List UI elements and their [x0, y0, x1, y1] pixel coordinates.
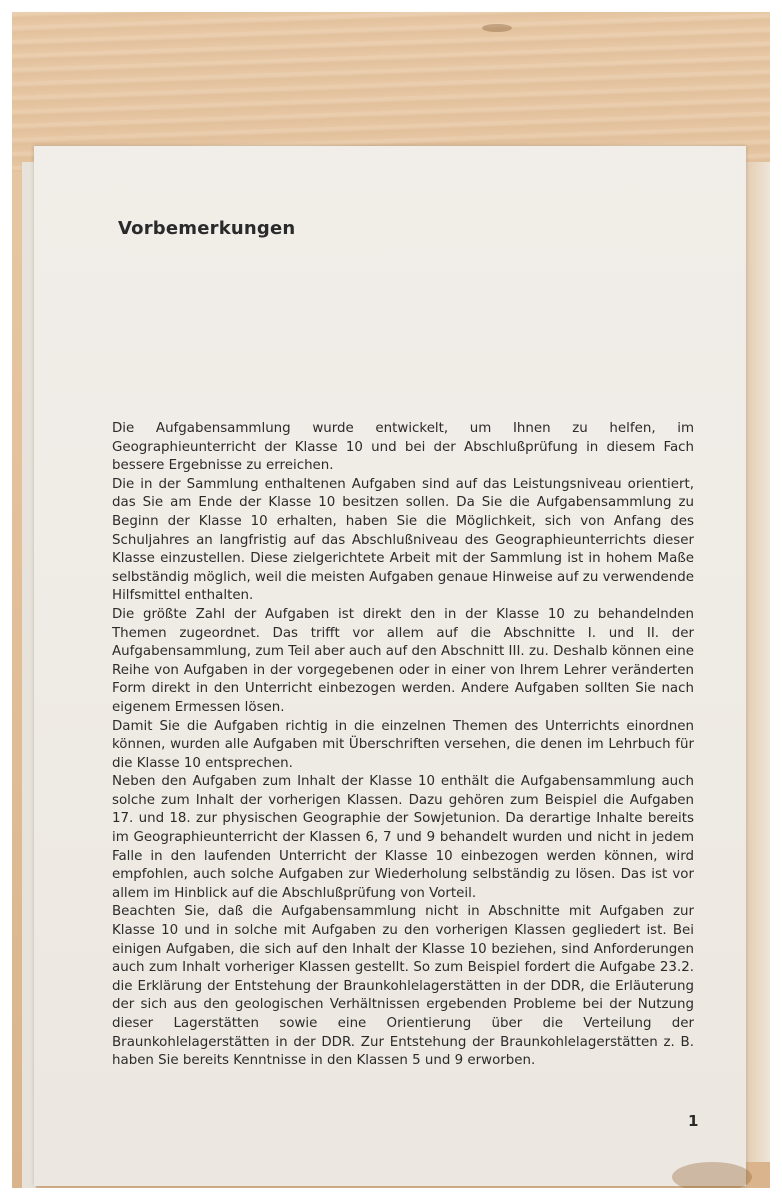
page-number: 1: [688, 1112, 699, 1130]
paragraph-4: Damit Sie die Aufgaben richtig in die einzelnen Themen des Unterrichts einordnen können, wurden alle Aufgaben mit Überschriften versehen, die denen im Lehrbuch für die Klasse 10 entsprechen.: [112, 718, 694, 771]
paragraph-6: Beachten Sie, daß die Aufgabensammlung nicht in Abschnitte mit Aufgaben zur Klasse 10 und in solche mit Aufgaben zu den vorherigen Klassen gegliedert ist. Bei einigen Aufgaben, die sich auf den Inhalt der Klasse 10 beziehen, sind Anforderungen auch zum Inhalt vorheriger Klassen gestellt. So zum Beispiel fordert die Aufgabe 23.2. die Erklärung der Entstehung der Braunkohlelagerstätten in der DDR, die Erläuterung der sich aus den geologischen Verhältnissen ergebenden Probleme bei der Nutzung dieser Lagerstätten sowie eine Orientierung über die Verteilung der Braunkohlelagerstätten in der DDR. Zur Entstehung der Braunkohlelagerstätten z. B. haben Sie bereits Kenntnisse in den Klassen 5 und 9 erworben.: [112, 904, 694, 1069]
paragraph-1: Die Aufgabensammlung wurde entwickelt, um Ihnen zu helfen, im Geographieunterricht der Klasse 10 und bei der Abschlußprüfung in diesem Fach bessere Ergebnisse zu erreichen.: [112, 421, 694, 474]
wood-stain: [672, 1162, 752, 1188]
paragraph-5: Neben den Aufgaben zum Inhalt der Klasse 10 enthält die Aufgabensammlung auch solche zum Inhalt der vorherigen Klassen. Dazu gehören zum Beispiel die Aufgaben 17. und 18. zur physischen Geographie der Sowjetunion. Da derartige Inhalte bereits im Geographieunterricht der Klassen 6, 7 und 9 behandelt wurden und nicht in jedem Falle in den laufenden Unterricht der Klasse 10 einbezogen werden können, wird empfohlen, auch solche Aufgaben zur Wiederholung selbständig zu lösen. Das ist vor allem im Hinblick auf die Abschlußprüfung von Vorteil.: [112, 774, 694, 901]
paragraph-2: Die in der Sammlung enthaltenen Aufgaben sind auf das Leistungsniveau orientiert, das Sie am Ende der Klasse 10 besitzen sollen. Da Sie die Aufgabensammlung zu Beginn der Klasse 10 erhalten, haben Sie die Möglichkeit, sich von Anfang des Schuljahres an langfristig auf das Abschlußniveau des Geographieunterrichts dieser Klasse einzustellen. Diese zielgerichtete Arbeit mit der Sammlung ist in hohem Maße selbständig möglich, weil die meisten Aufgaben genaue Hinweise auf zu verwendende Hilfsmittel enthalten.: [112, 476, 694, 604]
body-text: [112, 420, 694, 1071]
page-heading: Vorbemerkungen: [118, 218, 296, 239]
wood-knot: [482, 24, 512, 32]
photo-background: [12, 12, 770, 1188]
paragraph-3: Die größte Zahl der Aufgaben ist direkt den in der Klasse 10 zu behandelnden Themen zugeordnet. Das trifft vor allem auf die Abschnitte I. und II. der Aufgabensammlung, zum Teil aber auch auf den Abschnitt III. zu. Deshalb können eine Reihe von Aufgaben in der vorgegebenen oder in einer von Ihrem Lehrer veränderten Form direkt in den Unterricht einbezogen werden. Andere Aufgaben sollten Sie nach eigenem Ermessen lösen.: [112, 606, 694, 715]
document-page: [34, 146, 746, 1186]
